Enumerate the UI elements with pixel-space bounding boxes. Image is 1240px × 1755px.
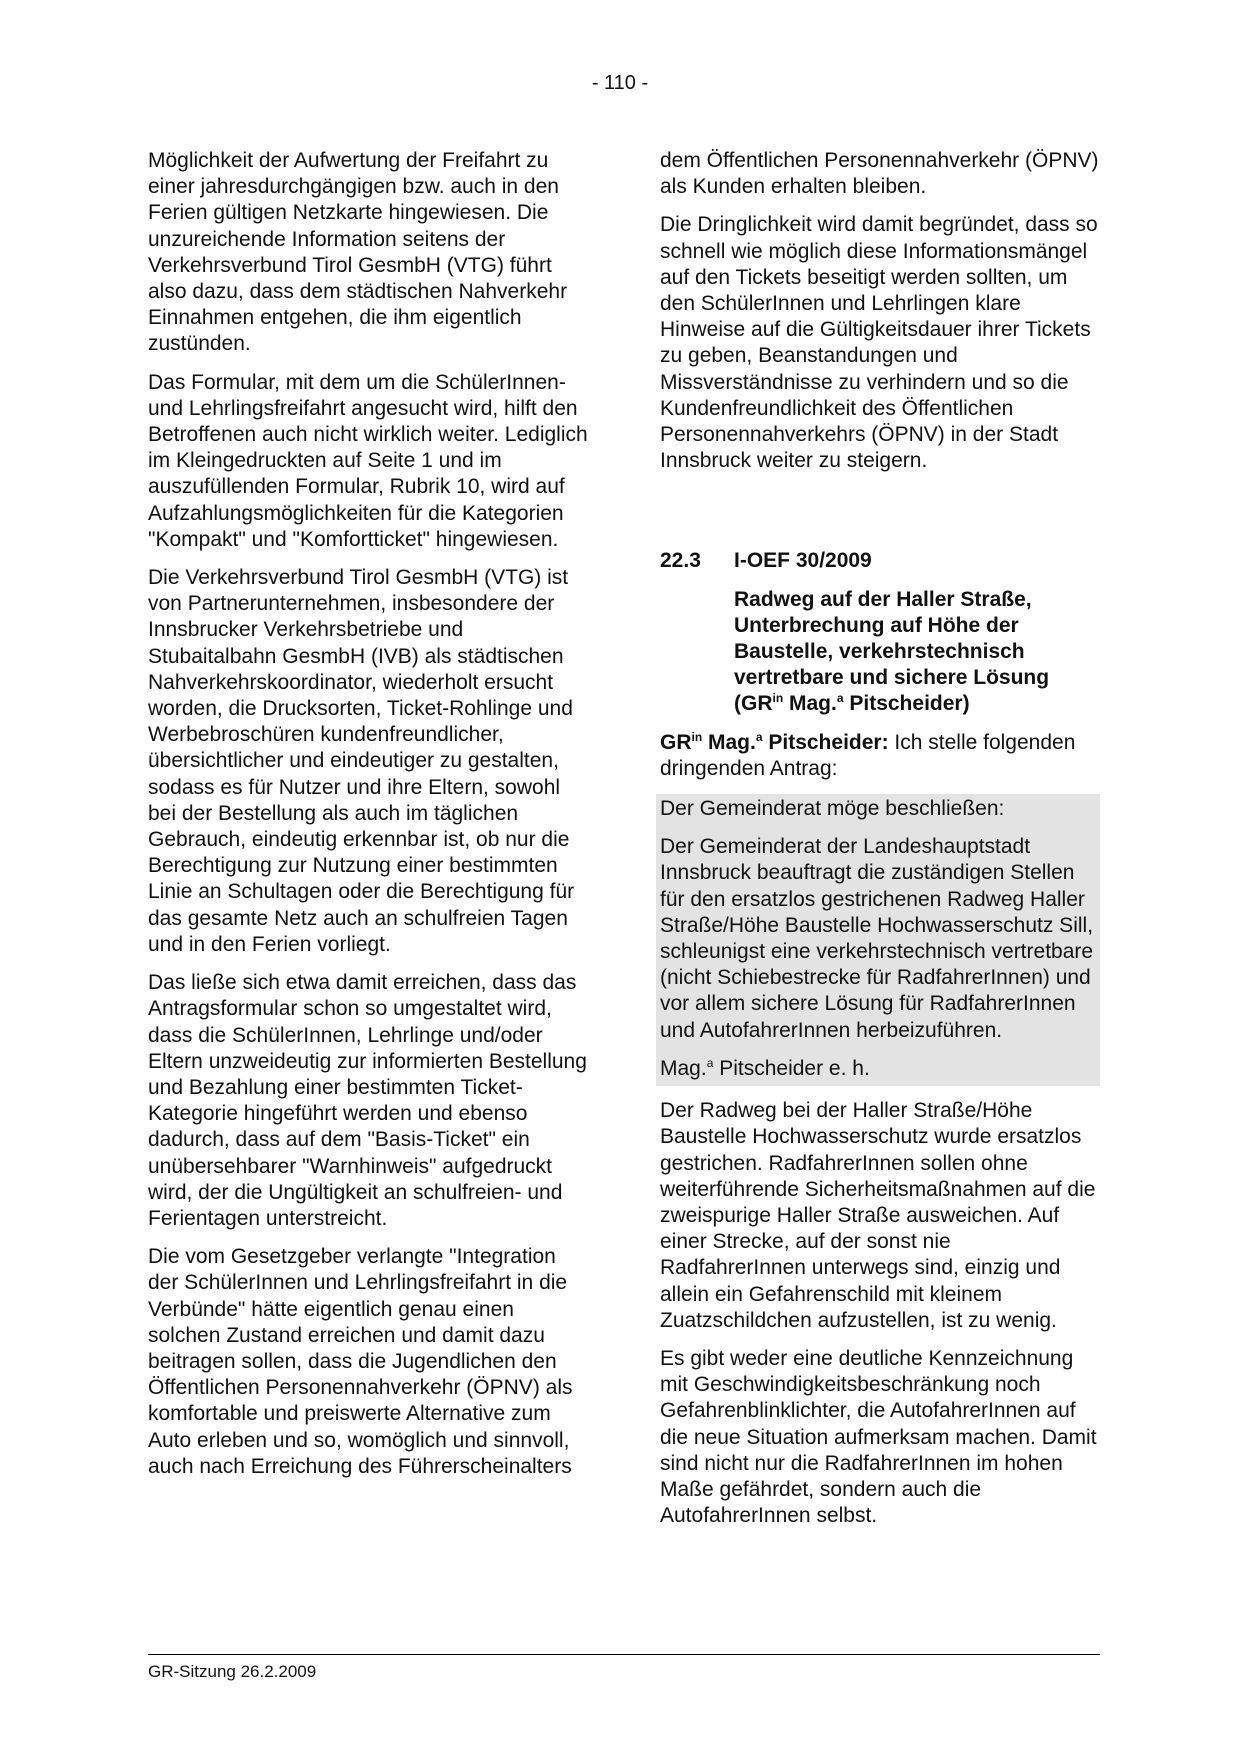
footer-text: GR-Sitzung 26.2.2009 [148, 1662, 317, 1681]
section-heading [660, 548, 1100, 574]
paragraph: Die Dringlichkeit wird damit begründet, dass so schnell wie möglich diese Informationsmängel auf den Tickets beseitigt werden sollten, um den SchülerInnen und Lehrlingen klare Hinweise auf die Gültigkeitsdauer ihrer Tickets zu geben, Beanstandungen und Missverständnisse zu verhindern und so die Kundenfreundlichkeit des Öffentlichen Personennahverkehrs (ÖPNV) in der Stadt Innsbruck weiter zu steigern. [660, 213, 1098, 473]
motion-lead: Der Gemeinderat möge beschließen: [660, 797, 1005, 821]
paragraph: Möglichkeit der Aufwertung der Freifahrt zu einer jahresdurchgängigen bzw. auch in den Ferien gültigen Netzkarte hingewiesen. Die unzureichende Information seitens der Verkehrsverbund Tirol GesmbH (VTG) führt also dazu, dass dem städtischen Nahverkehr Einnahmen entgehen, die ihm eigentlich zustünden. [148, 149, 568, 356]
section-title-line: Unterbrechung auf Höhe der [734, 613, 1019, 637]
paragraph: Es gibt weder eine deutliche Kennzeichnung mit Geschwindigkeitsbeschränkung noch Gefahrenblinklichter, die AutofahrerInnen auf die neue Situation aufmerksam machen. Damit sind nicht nur die RadfahrerInnen im hohen Maße gefährdet, sondern auch die AutofahrerInnen selbst. [660, 1346, 1097, 1528]
paragraph: Die vom Gesetzgeber verlangte "Integration der SchülerInnen und Lehrlingsfreifahrt in die Verbünde" hätte eigentlich genau einen solchen Zustand erreichen und damit dazu beitragen sollen, dass die Jugendlichen den Öffentlichen Personennahverkehr (ÖPNV) als komfortable und preiswerte Alternative zum Auto erleben und so, womöglich und sinnvoll, auch nach Erreichung des Führerscheinalters [148, 1245, 573, 1478]
paragraph: dem Öffentlichen Personennahverkehr (ÖPNV) als Kunden erhalten bleiben. [660, 149, 1099, 199]
paragraph: Der Radweg bei der Haller Straße/Höhe Baustelle Hochwasserschutz wurde ersatzlos gestrichen. RadfahrerInnen sollen ohne weiterführende Sicherheitsmaßnahmen auf die zweispurige Haller Straße ausweichen. Auf einer Strecke, auf der sonst nie RadfahrerInnen unterwegs sind, einzig und allein ein Gefahrenschild mit kleinem Zuatzschildchen aufzustellen, ist zu wenig. [660, 1099, 1096, 1332]
paragraph: Das Formular, mit dem um die SchülerInnen- und Lehrlingsfreifahrt angesucht wird, hilft den Betroffenen auch nicht wirklich weiter. Lediglich im Kleingedruckten auf Seite 1 und im auszufüllenden Formular, Rubrik 10, wird auf Aufzahlungsmöglichkeiten für die Kategorien "Kompakt" und "Komfortticket" hingewiesen. [148, 370, 588, 551]
paragraph: Das ließe sich etwa damit erreichen, dass das Antragsformular schon so umgestaltet wird, dass die SchülerInnen, Lehrlinge und/oder Eltern unzweideutig zur informierten Bestellung und Bezahlung einer bestimmten Ticket-Kategorie hingeführt werden und ebenso dadurch, dass auf dem "Basis-Ticket" ein unübersehbarer "Warnhinweis" aufgedruckt wird, der die Ungültigkeit an schulfreien- und Ferientagen unterstreicht. [148, 971, 587, 1230]
left-column [148, 148, 588, 1492]
section-reference: I-OEF 30/2009 [734, 549, 872, 573]
section-number: 22.3 [660, 549, 701, 573]
motion-body: Der Gemeinderat der Landeshauptstadt Innsbruck beauftragt die zuständigen Stellen für den ersatzlos gestrichenen Radweg Haller Straße/Höhe Baustelle Hochwasserschutz Sill, schleunigst eine verkehrstechnisch vertretbare (nicht Schiebestrecke für RadfahrerInnen) und vor allem sichere Lösung für RadfahrerInnen und AutofahrerInnen herbeizuführen. [660, 835, 1094, 1042]
motion-signature: Mag.$^a$ Pitscheider e. h. [660, 1055, 870, 1080]
right-column [660, 148, 1100, 1541]
section-title-line: Baustelle, verkehrstechnisch [734, 640, 1025, 664]
section-title-line: ($GR^{in}$ Mag.$^a$ Pitscheider) [734, 691, 970, 716]
speaker-paragraph [660, 730, 1100, 782]
section-title [734, 587, 1100, 718]
section-title-line: vertretbare und sichere Lösung [734, 666, 1050, 690]
speaker-text: Ich stelle folgenden dringenden Antrag: [660, 730, 1076, 780]
footer-divider [148, 1654, 1100, 1655]
section-title-line: Radweg auf der Haller Straße, [734, 587, 1032, 611]
paragraph: Die Verkehrsverbund Tirol GesmbH (VTG) ist von Partnerunternehmen, insbesondere der Innsbrucker Verkehrsbetriebe und Stubaitalbahn GesmbH (IVB) als städtischen Nahverkehrskoordinator, wiederholt ersucht worden, die Drucksorten, Ticket-Rohlinge und Werbebroschüren kundenfreundlicher, übersichtlicher und eindeutiger zu gestalten, sodass es für Nutzer und ihre Eltern, sowohl bei der Bestellung als auch im täglichen Gebrauch, eindeutig erkennbar ist, ob nur die Berechtigung zur Nutzung einer bestimmten Linie an Schultagen oder die Berechtigung für das gesamte Netz auch an schulfreien Tagen und in den Ferien vorliegt. [148, 566, 575, 956]
motion-box [656, 794, 1100, 1086]
page-number: - 110 - [591, 72, 649, 94]
speaker-name: $GR^{in}$ Mag.$^a$ Pitscheider: [660, 729, 889, 754]
